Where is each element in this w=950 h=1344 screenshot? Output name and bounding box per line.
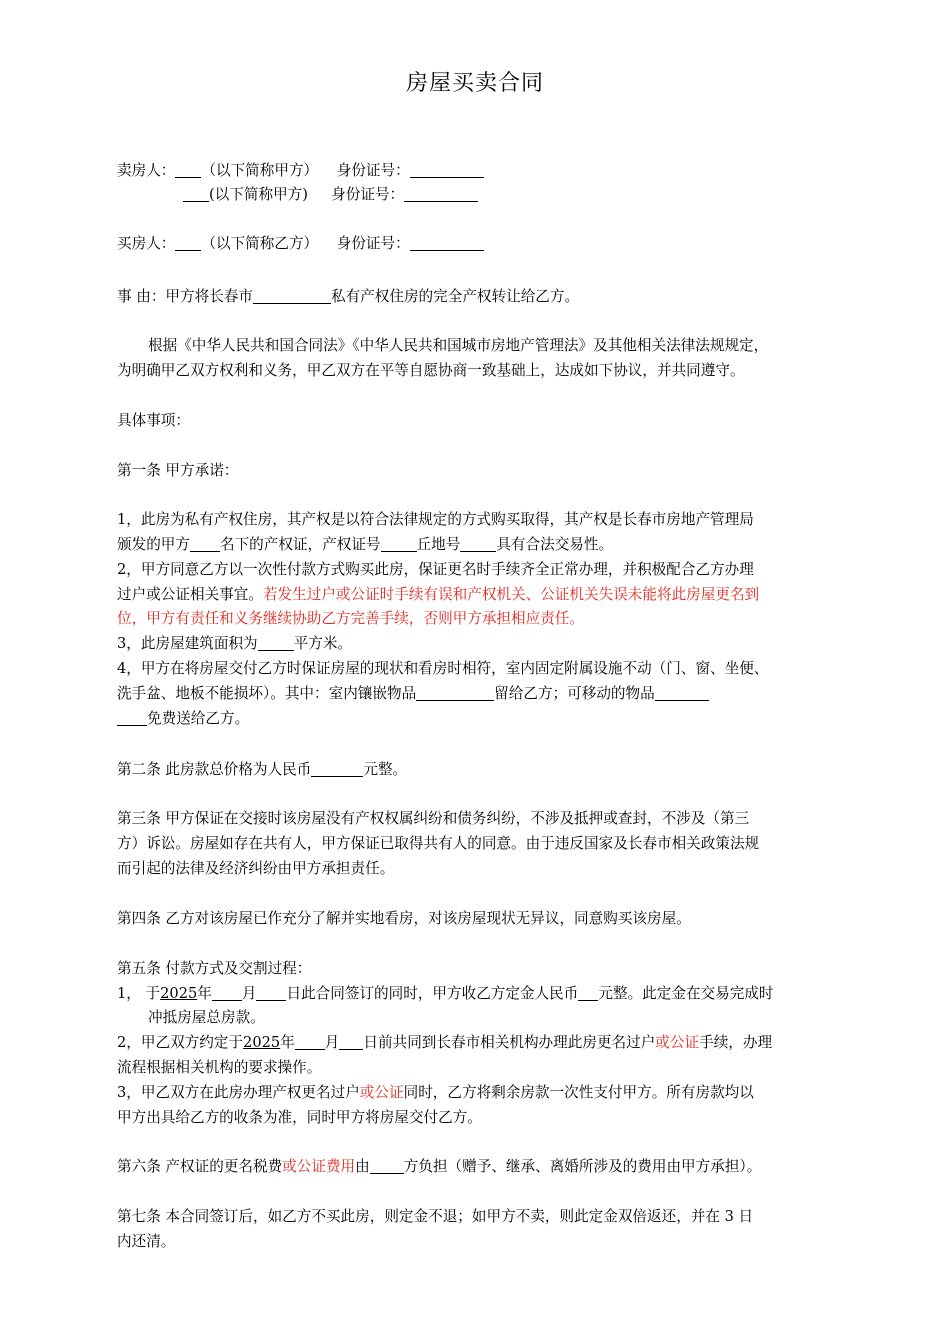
- article3-line3: 而引起的法律及经济纠纷由甲方承担责任。: [117, 860, 395, 877]
- article7-line2: 内还清。: [117, 1233, 176, 1250]
- document-title: 房屋买卖合同: [405, 71, 544, 96]
- text: 手续，办理: [699, 1034, 773, 1051]
- reason-line: [117, 284, 869, 309]
- article1-item2-line1: 2，甲方同意乙方以一次性付款方式购买此房，保证更名时手续齐全正常办理，并积极配合乙方办理: [117, 561, 754, 578]
- article1-item4-line2: [117, 681, 869, 706]
- blank: [253, 288, 331, 304]
- year: 2025: [160, 985, 198, 1002]
- highlighted-text: 或公证: [359, 1084, 404, 1101]
- details-heading: 具体事项：: [117, 412, 190, 429]
- text: 元整。此定金在交易完成时: [598, 985, 774, 1002]
- text: 年: [197, 985, 212, 1002]
- buyer-alias: （以下简称乙方）: [201, 235, 319, 252]
- article1-heading: 第一条 甲方承诺：: [117, 462, 239, 479]
- article1-item2-line3: 位，甲方有责任和义务继续协助乙方完善手续，否则甲方承担相应责任。: [117, 610, 585, 627]
- blank: [578, 985, 598, 1001]
- blank: [256, 985, 286, 1001]
- blank: [410, 235, 484, 251]
- text: 过户或公证相关事宜。: [117, 586, 263, 603]
- highlighted-text: 若发生过户或公证时手续有误和产权机关、公证机关失误未能将此房屋更名到: [262, 586, 760, 603]
- article6: [117, 1154, 869, 1179]
- preamble-line-2: 为明确甲乙双方权利和义务，甲乙双方在平等自愿协商一致基础上，达成如下协议，并共同遵守。: [117, 362, 745, 379]
- text: 日此合同签订的同时，甲方收乙方定金人民币: [286, 985, 579, 1002]
- blank: [381, 536, 417, 552]
- blank: [339, 1034, 363, 1050]
- seller-id-label: 身份证号：: [336, 162, 410, 179]
- text: 2，甲乙双方约定于: [117, 1034, 244, 1051]
- text: 3，此房屋建筑面积为: [117, 635, 258, 652]
- blank: [655, 685, 709, 701]
- blank: [410, 162, 484, 178]
- blank: [258, 635, 294, 651]
- blank: [404, 186, 478, 202]
- article5-item3-line1: [117, 1080, 869, 1105]
- blank: [212, 985, 242, 1001]
- article5-item1-line2: 冲抵房屋总房款。: [148, 1009, 265, 1026]
- text: 元整。: [363, 761, 408, 778]
- blank: [460, 536, 496, 552]
- article5-item2-line1: [117, 1030, 869, 1055]
- article4: 第四条 乙方对该房屋已作充分了解并实地看房，对该房屋现状无异议，同意购买该房屋。: [117, 910, 691, 927]
- article1-item4-line3: [117, 706, 869, 731]
- article3-line1: 第三条 甲方保证在交接时该房屋没有产权权属纠纷和债务纠纷，不涉及抵押或查封，不涉及（第三: [117, 810, 750, 827]
- article3-line2: 方）诉讼。房屋如存在共有人，甲方保证已取得共有人的同意。由于违反国家及长春市相关政策法规: [117, 835, 760, 852]
- blank: [183, 186, 209, 202]
- article1-item1-line2: [117, 532, 869, 557]
- seller-label: 卖房人：: [117, 162, 176, 179]
- text: 名下的产权证，产权证号: [219, 536, 381, 553]
- text: 免费送给乙方。: [147, 710, 250, 727]
- text: 1， 于: [117, 985, 161, 1002]
- article5-heading: 第五条 付款方式及交割过程：: [117, 960, 312, 977]
- text: 具有合法交易性。: [496, 536, 614, 553]
- article5-item1-line1: [117, 981, 869, 1006]
- text: 日前共同到长春市相关机构办理此房更名过户: [363, 1034, 656, 1051]
- text: 方负担（赠予、继承、离婚所涉及的费用由甲方承担）。: [403, 1158, 762, 1175]
- article7-line1: 第七条 本合同签订后，如乙方不买此房，则定金不退；如甲方不卖，则此定金双倍返还，并在 3 日: [117, 1208, 754, 1225]
- seller-id-label-2: 身份证号：: [331, 186, 405, 203]
- reason-suffix: 私有产权住房的完全产权转让给乙方。: [330, 288, 580, 305]
- seller-alias-2: (以下简称甲方): [209, 186, 308, 203]
- blank: [175, 162, 201, 178]
- seller-line: [117, 158, 869, 183]
- article1-item4-line1: 4，甲方在将房屋交付乙方时保证房屋的现状和看房时相符，室内固定附属设施不动（门、窗、坐便、: [117, 660, 769, 677]
- article1-item2-line2: [117, 582, 869, 607]
- buyer-id-label: 身份证号：: [336, 235, 410, 252]
- blank: [311, 761, 363, 777]
- text: 留给乙方；可移动的物品: [494, 685, 655, 702]
- text: 颁发的甲方: [117, 536, 190, 553]
- year: 2025: [243, 1034, 281, 1051]
- article5-item3-line2: 甲方出具给乙方的收条为准，同时甲方将房屋交付乙方。: [117, 1109, 482, 1126]
- text: 由: [355, 1158, 370, 1175]
- text: 第六条 产权证的更名税费: [117, 1158, 283, 1175]
- article1-item1-line1: 1，此房为私有产权住房，其产权是以符合法律规定的方式购买取得，其产权是长春市房地产管理局: [117, 511, 754, 528]
- text: 第二条 此房款总价格为人民币: [117, 761, 312, 778]
- preamble-line-1: 根据《中华人民共和国合同法》《中华人民共和国城市房地产管理法》及其他相关法律法规规定，: [148, 337, 769, 354]
- blank: [190, 536, 220, 552]
- highlighted-text: 或公证: [655, 1034, 700, 1051]
- blank: [370, 1158, 404, 1174]
- reason-prefix: 事 由：甲方将长春市: [117, 288, 253, 305]
- text: 月: [241, 985, 257, 1002]
- article5-item2-line2: 流程根据相关机构的要求操作。: [117, 1059, 322, 1076]
- seller-alias: （以下简称甲方）: [201, 162, 319, 179]
- text: 月: [324, 1034, 340, 1051]
- text: 同时，乙方将剩余房款一次性支付甲方。所有房款均以: [403, 1084, 754, 1101]
- text: 洗手盆、地板不能损坏）。其中：室内镶嵌物品: [117, 685, 417, 702]
- buyer-line: [117, 231, 869, 256]
- text: 丘地号: [416, 536, 461, 553]
- blank: [117, 710, 147, 726]
- article1-item3: [117, 631, 869, 656]
- article2: [117, 757, 869, 782]
- highlighted-text: 或公证费用: [282, 1158, 356, 1175]
- blank: [416, 685, 494, 701]
- blank: [175, 235, 201, 251]
- blank: [295, 1034, 325, 1050]
- text: 年: [280, 1034, 295, 1051]
- text: 平方米。: [293, 635, 353, 652]
- seller-line-2: [183, 182, 935, 207]
- text: 3，甲乙双方在此房办理产权更名过户: [117, 1084, 360, 1101]
- buyer-label: 买房人：: [117, 235, 176, 252]
